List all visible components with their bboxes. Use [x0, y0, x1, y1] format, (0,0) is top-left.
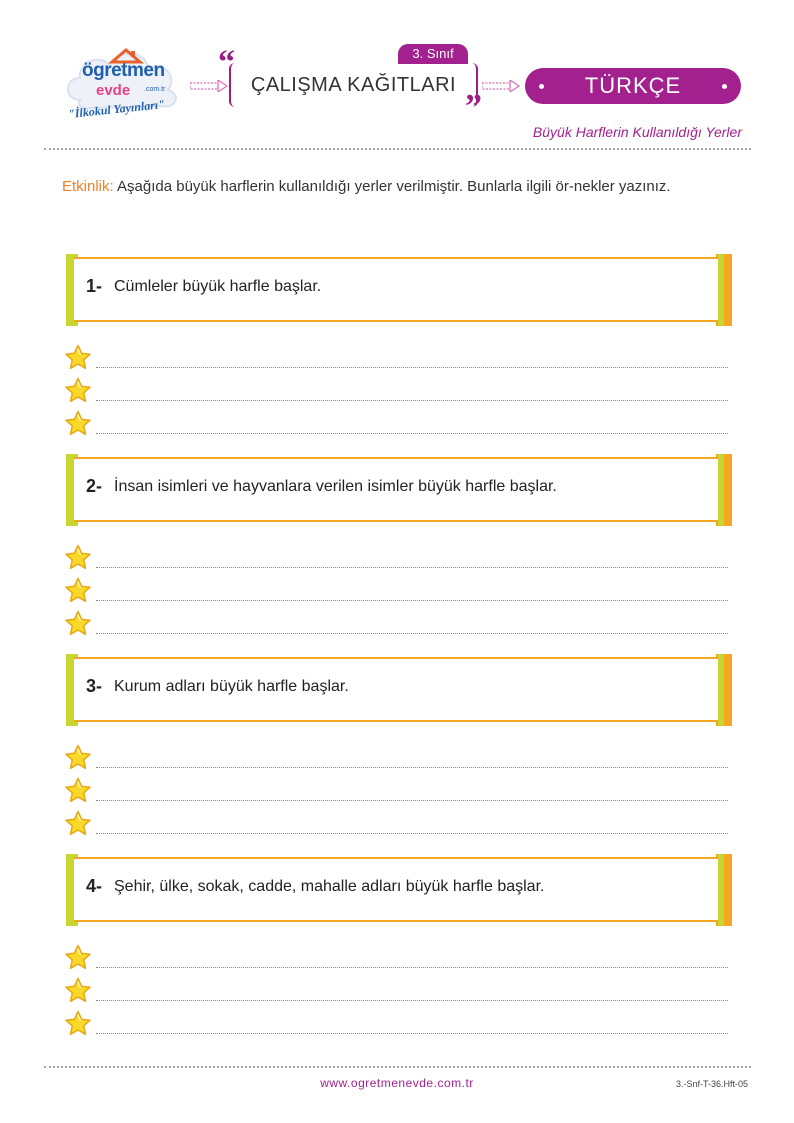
header-divider [44, 148, 751, 150]
rule-text: Kurum adları büyük harfle başlar. [114, 678, 349, 695]
logo-domain: .com.tr [144, 86, 166, 93]
topic-title: Büyük Harflerin Kullanıldığı Yerler [532, 124, 742, 140]
subject-label: TÜRKÇE [584, 73, 682, 98]
dotted-line [96, 567, 728, 568]
rule-box-right-accent-inner [718, 254, 724, 326]
star-icon [64, 1010, 94, 1038]
rule-box [66, 654, 732, 726]
rule-box-right-accent-inner [718, 854, 724, 926]
star-icon [64, 977, 94, 1005]
star-icon [64, 610, 94, 638]
answer-line[interactable] [64, 577, 728, 605]
rule-box [66, 254, 732, 326]
answer-line[interactable] [64, 410, 728, 438]
star-icon [64, 810, 94, 838]
answer-line[interactable] [64, 744, 728, 772]
rule-box-right-accent-inner [718, 454, 724, 526]
subject-badge [525, 68, 741, 104]
instruction-text: Aşağıda büyük harflerin kullanıldığı yerler verilmiştir. Bunlarla ilgili ör-nekler yazınız. [113, 178, 671, 195]
arrow-right-icon [482, 80, 520, 90]
answer-line[interactable] [64, 610, 728, 638]
logo-word-ogretmen: ögretmen [82, 60, 165, 81]
dotted-line [96, 800, 728, 801]
rule-box-right-accent-inner [718, 654, 724, 726]
rule-box [66, 454, 732, 526]
dotted-line [96, 367, 728, 368]
logo-tagline: "İlkokul Yayınları" [67, 96, 166, 122]
star-icon [64, 777, 94, 805]
dotted-line [96, 600, 728, 601]
quote-close-mark: ” [465, 88, 482, 125]
pill-dot [539, 84, 544, 89]
pill-dot [722, 84, 727, 89]
rule-number: 2- [86, 476, 103, 496]
star-icon [64, 377, 94, 405]
footer-code: 3.-Snf-T-36.Hft-05 [675, 1079, 748, 1089]
star-icon [64, 577, 94, 605]
instruction [62, 172, 726, 202]
logo-word-evde: evde [96, 82, 131, 99]
dotted-line [96, 967, 728, 968]
answer-line[interactable] [64, 377, 728, 405]
footer-divider [44, 1066, 751, 1068]
dotted-line [96, 633, 728, 634]
dotted-line [96, 767, 728, 768]
quote-open-mark: “ [218, 44, 235, 81]
rule-text: Şehir, ülke, sokak, cadde, mahalle adları büyük harfle başlar. [114, 878, 545, 895]
star-icon [64, 410, 94, 438]
footer-url[interactable]: www.ogretmenevde.com.tr [320, 1076, 474, 1090]
rule-box [66, 854, 732, 926]
rule-number: 1- [86, 276, 103, 296]
star-icon [64, 344, 94, 372]
answer-line[interactable] [64, 810, 728, 838]
dotted-line [96, 833, 728, 834]
rule-text: İnsan isimleri ve hayvanlara verilen isimler büyük harfle başlar. [114, 478, 557, 495]
dotted-line [96, 400, 728, 401]
publisher-logo [60, 38, 190, 126]
answer-line[interactable] [64, 1010, 728, 1038]
star-icon [64, 544, 94, 572]
answer-line[interactable] [64, 344, 728, 372]
instruction-label: Etkinlik: [62, 178, 114, 195]
dotted-line [96, 433, 728, 434]
rule-text: Cümleler büyük harfle başlar. [114, 278, 322, 295]
answer-line[interactable] [64, 977, 728, 1005]
page-title: ÇALIŞMA KAĞITLARI [250, 74, 457, 96]
rule-number: 4- [86, 876, 103, 896]
answer-line[interactable] [64, 944, 728, 972]
answer-line[interactable] [64, 544, 728, 572]
dotted-line [96, 1000, 728, 1001]
grade-badge: 3. Sınıf [398, 44, 468, 64]
answer-line[interactable] [64, 777, 728, 805]
star-icon [64, 944, 94, 972]
rule-number: 3- [86, 676, 103, 696]
dotted-line [96, 1033, 728, 1034]
star-icon [64, 744, 94, 772]
